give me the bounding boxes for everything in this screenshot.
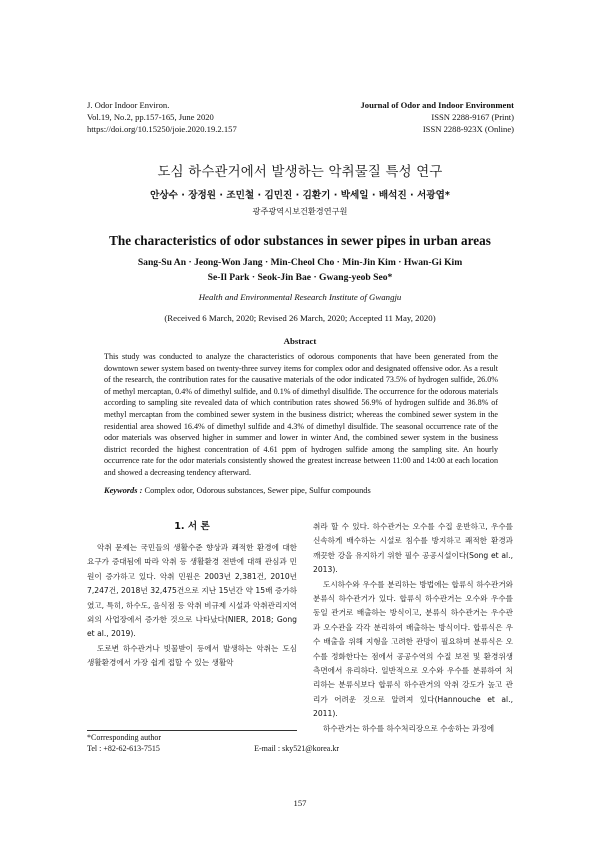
issn-print: ISSN 2288-9167 (Print) [431,112,514,122]
section-title-introduction: 1. 서 론 [174,521,210,532]
left-paragraph: 도로변 하수관거나 빗물받이 등에서 발생하는 악취는 도심 생활환경에서 가장 쉽게 접할 수 있는 생활악 [87,643,297,668]
journal-abbrev: J. Odor Indoor Environ. [87,100,170,110]
right-column [313,520,513,736]
doi-link[interactable]: https://doi.org/10.15250/joie.2020.19.2.157 [87,124,237,134]
abstract-heading: Abstract [283,336,317,346]
english-authors-line-2: Se-Il Park · Seok-Jin Bae · Gwang-yeob Seo* [207,271,393,283]
journal-title: Journal of Odor and Indoor Environment [360,100,514,110]
keywords-text: Complex odor, Odorous substances, Sewer pipe, Sulfur compounds [144,486,371,495]
contact-info [87,743,339,754]
footnote-divider [87,730,297,731]
corresponding-author-label: *Corresponding author [87,733,161,742]
left-column [87,541,297,671]
page-number: 157 [293,798,307,808]
korean-title: 도심 하수관거에서 발생하는 악취물질 특성 연구 [157,165,443,180]
english-authors [60,256,540,285]
keywords-label: Keywords : [104,486,143,495]
email-address[interactable]: E-mail : sky521@korea.kr [254,744,339,753]
korean-affiliation: 광주광역시보건환경연구원 [252,206,348,216]
phone-number: Tel : +82-62-613-7515 [87,744,160,753]
english-title: The characteristics of odor substances in sewer pipes in urban areas [109,233,491,248]
right-paragraph: 취라 할 수 있다. 하수관거는 오수를 수집 운반하고, 우수를 신속하게 배수하는 시설로 침수를 방지하고 쾌적한 환경과 깨끗한 강을 유지하기 위한 필수 공공시설이다(Song et al., 2013). [313,522,513,575]
right-paragraph: 하수관거는 하수를 하수처리장으로 수송하는 과정에 [323,723,495,733]
abstract-body: This study was conducted to analyze the characteristics of odorous components that have been generated from the downtown sewer system based on twenty-three survey items for complex odor and designated offensive odor. As a result of the research, the contribution rates for the causative materials of the odor indicated 73.5% of hydrogen sulfide, 26.0% of methyl mercaptan, 0.4% of dimethyl sulfide, and 0.1% of dimethyl disulfide. The occurrence for the odorous materials according to sampling site revealed data of which contribution rates showed 56.9% of hydrogen sulfide and 36.8% of methyl mercaptan from the combined sewer system in the business district; whereas the combined sewer system in the residential area showed 16.4% of dimethyl sulfide and 4.3% of dimethyl disulfide. The seasonal occurrence rate of the odor materials was observed higher in summer and lower in winter And, the combined sewer system in the business district recorded the highest concentration of 4.61 ppm of hydrogen sulfide among the sampling site. An hourly occurrence rate for the odor materials consistently showed the greatest increase between 11:00 and 14:00 at each location and showed a decreasing tendency afterward. [104,352,498,477]
journal-header-left [87,99,237,135]
english-affiliation: Health and Environmental Research Institute of Gwangju [198,292,402,302]
korean-authors: 안상수 · 장정원 · 조민철 · 김민진 · 김환기 · 박세일 · 배석진 · 서광엽* [150,190,450,201]
english-authors-line-1: Sang-Su An · Jeong-Won Jang · Min-Cheol Cho · Min-Jin Kim · Hwan-Gi Kim [137,257,463,268]
journal-header-right [360,99,514,135]
received-dates: (Received 6 March, 2020; Revised 26 March, 2020; Accepted 11 May, 2020) [164,313,436,323]
left-paragraph: 악취 문제는 국민들의 생활수준 향상과 쾌적한 환경에 대한 요구가 증대됨에 따라 악취 등 생활환경 전반에 대해 관심과 민원이 증가하고 있다. 악취 민원은 2003년 2,381건, 2010년 7,247건, 2018년 32,475건으로 지난 15년간 약 15배 증가하였고, 특히, 하수도, 음식점 등 악취 비규제 시설과 악취관리지역 외의 사업장에서 증가한 것으로 나타났다(NIER, 2018; Gong et al., 2019). [87,543,297,639]
keywords [104,486,504,495]
right-paragraph: 도시하수와 우수를 분리하는 방법에는 합류식 하수관거와 분류식 하수관거가 있다. 합류식 하수관거는 오수와 우수를 동일 관거로 배출하는 방식이고, 분류식 하수관거는 우수관과 오수관을 각각 분리하여 배출하는 방식이다. 합류식은 우수 배출을 위해 지형을 고려한 관망이 필요하며 분류식은 오수를 정화한다는 점에서 공공수역의 수질 보전 및 환경위생 측면에서 유리하다. 일반적으로 오수와 우수를 분류하여 처리하는 분류식보다 합류식 하수관거의 악취 강도가 높고 관리가 어려운 것으로 알려져 있다(Hannouche et al., 2011). [313,579,513,719]
issn-online: ISSN 2288-923X (Online) [422,124,514,134]
footnote [87,732,347,754]
volume-info: Vol.19, No.2, pp.157-165, June 2020 [87,112,214,122]
